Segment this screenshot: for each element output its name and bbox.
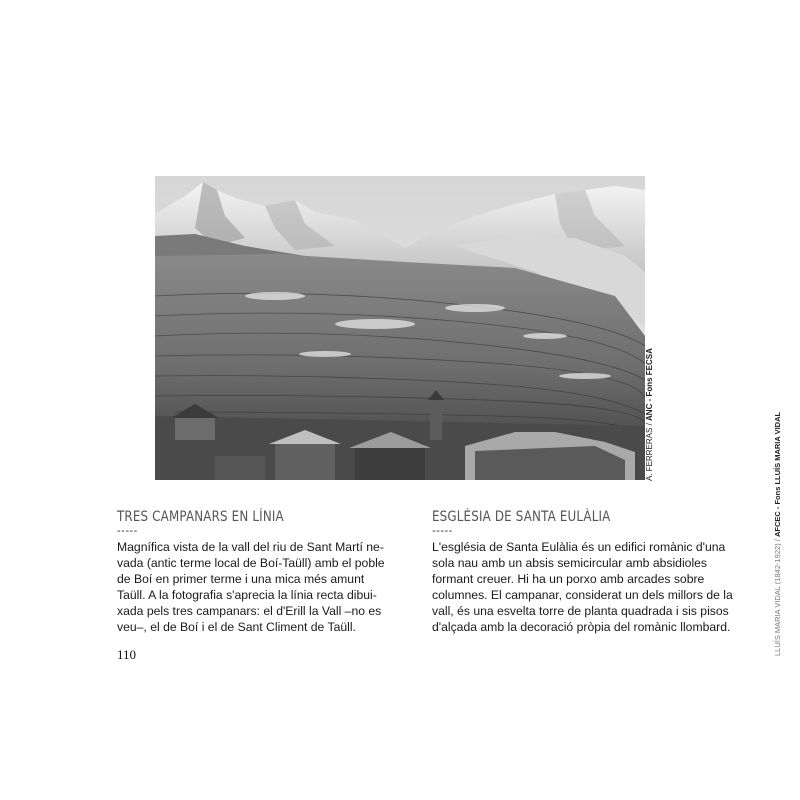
left-article-heading: TRES CAMPANARS EN LÍNIA	[117, 509, 284, 525]
left-article	[117, 508, 397, 635]
side-credit	[773, 412, 782, 656]
right-article-line: sola nau amb un absis semicircular amb absidioles	[432, 556, 708, 570]
left-article-line: Taüll. A la fotografia s'aprecia la línia recta dibui-	[117, 588, 377, 602]
right-article-dash: -----	[432, 525, 453, 537]
side-credit-author: LLUÍS MARIA VIDAL (1842-1922) /	[773, 537, 782, 656]
photo-credit-author: A. FERRERAS /	[645, 420, 654, 481]
right-article-body	[432, 539, 733, 635]
page-number: 110	[117, 647, 137, 662]
right-article-line: columnes. El campanar, considerat un dels millors de la	[432, 588, 733, 602]
left-article-body	[117, 539, 397, 635]
photo-credit-source: ANC - Fons FECSA	[645, 348, 654, 421]
left-article-line: Magnífica vista de la vall del riu de Sant Martí ne-	[117, 540, 384, 554]
left-article-line: de Boí en primer terme i una mica més amunt	[117, 572, 365, 586]
left-article-dash: -----	[117, 525, 138, 537]
left-article-line: vada (antic terme local de Boí-Taüll) amb el poble	[117, 556, 385, 570]
right-article-line: formant creuer. Hi ha un porxo amb arcades sobre	[432, 572, 705, 586]
left-article-line: veu–, el de Boí i el de Sant Climent de Taüll.	[117, 620, 356, 634]
photo-credit	[645, 348, 654, 481]
right-article	[432, 508, 733, 635]
right-article-line: L'església de Santa Eulàlia és un edifici romànic d'una	[432, 540, 726, 554]
right-article-line: d'alçada amb la decoració pròpia del romànic llombard.	[432, 620, 731, 634]
left-article-line: xada pels tres campanars: el d'Erill la Vall –no es	[117, 604, 382, 618]
mountain-valley-photo	[155, 176, 645, 480]
side-credit-source: AFCEC - Fons LLUÍS MARIA VIDAL	[773, 411, 782, 538]
right-article-line: vall, és una esvelta torre de planta quadrada i sis pisos	[432, 604, 729, 618]
right-article-heading: ESGLÉSIA DE SANTA EULÀLIA	[432, 509, 611, 525]
